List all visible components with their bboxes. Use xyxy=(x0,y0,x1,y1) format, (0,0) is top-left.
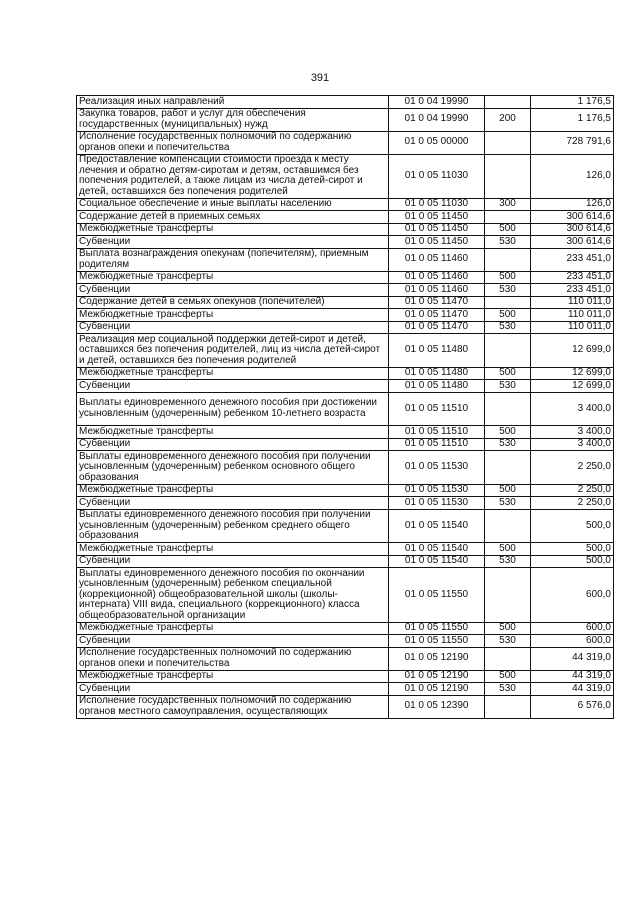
row-name: Выплаты единовременного денежного пособия при получении усыновленным (удочеренным) ребенком основного общего образования xyxy=(77,451,389,485)
row-code: 01 0 05 12190 xyxy=(389,683,485,696)
row-amount: 12 699,0 xyxy=(531,367,614,380)
row-code: 01 0 05 11540 xyxy=(389,555,485,568)
row-type xyxy=(485,647,531,670)
row-name: Реализация иных направлений xyxy=(77,96,389,109)
table-row xyxy=(77,509,614,543)
row-amount: 500,0 xyxy=(531,509,614,543)
row-name: Межбюджетные трансферты xyxy=(77,367,389,380)
row-name: Исполнение государственных полномочий по содержанию органов местного самоуправления, осуществляющих xyxy=(77,695,389,718)
row-type: 530 xyxy=(485,438,531,451)
budget-table xyxy=(76,95,614,719)
table-row xyxy=(77,497,614,510)
table-row xyxy=(77,683,614,696)
row-type xyxy=(485,154,531,198)
table-row xyxy=(77,131,614,154)
row-amount: 600,0 xyxy=(531,568,614,623)
table-row xyxy=(77,555,614,568)
row-type: 300 xyxy=(485,198,531,211)
row-code: 01 0 05 11540 xyxy=(389,509,485,543)
row-type xyxy=(485,96,531,109)
row-code: 01 0 05 11510 xyxy=(389,426,485,439)
row-code: 01 0 05 11480 xyxy=(389,380,485,393)
table-row xyxy=(77,647,614,670)
row-code: 01 0 05 00000 xyxy=(389,131,485,154)
row-type xyxy=(485,695,531,718)
row-amount: 1 176,5 xyxy=(531,108,614,131)
table-row xyxy=(77,568,614,623)
row-name: Субвенции xyxy=(77,380,389,393)
row-code: 01 0 05 11510 xyxy=(389,392,485,426)
row-code: 01 0 05 11540 xyxy=(389,543,485,556)
row-code: 01 0 05 11550 xyxy=(389,622,485,635)
row-type xyxy=(485,568,531,623)
row-type: 530 xyxy=(485,321,531,334)
row-code: 01 0 04 19990 xyxy=(389,96,485,109)
row-amount: 728 791,6 xyxy=(531,131,614,154)
row-amount: 233 451,0 xyxy=(531,284,614,297)
row-amount: 500,0 xyxy=(531,555,614,568)
row-amount: 6 576,0 xyxy=(531,695,614,718)
row-name: Субвенции xyxy=(77,497,389,510)
row-name: Межбюджетные трансферты xyxy=(77,309,389,322)
row-name: Выплаты единовременного денежного пособия при получении усыновленным (удочеренным) ребенком среднего общего образования xyxy=(77,509,389,543)
row-code: 01 0 05 12190 xyxy=(389,647,485,670)
table-row xyxy=(77,236,614,249)
row-type xyxy=(485,211,531,224)
row-name: Исполнение государственных полномочий по содержанию органов опеки и попечительства xyxy=(77,131,389,154)
row-name: Выплата вознаграждения опекунам (попечителям), приемным родителям xyxy=(77,248,389,271)
row-amount: 2 250,0 xyxy=(531,484,614,497)
row-type xyxy=(485,451,531,485)
row-name: Субвенции xyxy=(77,438,389,451)
row-type: 500 xyxy=(485,622,531,635)
row-amount: 2 250,0 xyxy=(531,451,614,485)
row-code: 01 0 05 11460 xyxy=(389,248,485,271)
row-amount: 12 699,0 xyxy=(531,380,614,393)
table-row xyxy=(77,211,614,224)
table-row xyxy=(77,451,614,485)
row-code: 01 0 05 11480 xyxy=(389,334,485,368)
row-amount: 110 011,0 xyxy=(531,309,614,322)
row-amount: 126,0 xyxy=(531,154,614,198)
row-name: Межбюджетные трансферты xyxy=(77,484,389,497)
row-code: 01 0 05 11470 xyxy=(389,309,485,322)
table-row xyxy=(77,248,614,271)
row-name: Субвенции xyxy=(77,635,389,648)
page-number: 391 xyxy=(310,72,330,84)
row-name: Субвенции xyxy=(77,236,389,249)
row-amount: 110 011,0 xyxy=(531,321,614,334)
table-row xyxy=(77,198,614,211)
row-type: 530 xyxy=(485,284,531,297)
table-row xyxy=(77,695,614,718)
table-row xyxy=(77,271,614,284)
row-code: 01 0 05 11450 xyxy=(389,211,485,224)
table-row xyxy=(77,543,614,556)
row-type: 500 xyxy=(485,670,531,683)
row-amount: 600,0 xyxy=(531,622,614,635)
row-code: 01 0 05 11550 xyxy=(389,635,485,648)
row-type xyxy=(485,509,531,543)
row-name: Исполнение государственных полномочий по содержанию органов опеки и попечительства xyxy=(77,647,389,670)
row-type xyxy=(485,296,531,309)
row-code: 01 0 05 11510 xyxy=(389,438,485,451)
row-amount: 12 699,0 xyxy=(531,334,614,368)
row-type xyxy=(485,392,531,426)
row-type: 500 xyxy=(485,271,531,284)
row-name: Межбюджетные трансферты xyxy=(77,271,389,284)
row-code: 01 0 05 11450 xyxy=(389,223,485,236)
row-type: 530 xyxy=(485,236,531,249)
row-amount: 300 614,6 xyxy=(531,236,614,249)
row-amount: 300 614,6 xyxy=(531,211,614,224)
row-name: Субвенции xyxy=(77,555,389,568)
row-type xyxy=(485,131,531,154)
row-amount: 3 400,0 xyxy=(531,438,614,451)
table-row xyxy=(77,484,614,497)
row-amount: 3 400,0 xyxy=(531,426,614,439)
row-code: 01 0 05 11530 xyxy=(389,451,485,485)
row-code: 01 0 05 11460 xyxy=(389,284,485,297)
table-row xyxy=(77,309,614,322)
row-type: 500 xyxy=(485,543,531,556)
row-name: Субвенции xyxy=(77,284,389,297)
row-type xyxy=(485,334,531,368)
table-row xyxy=(77,622,614,635)
row-name: Выплаты единовременного денежного пособия при достижении усыновленным (удочеренным) ребенком 10-летнего возраста xyxy=(77,392,389,426)
row-amount: 3 400,0 xyxy=(531,392,614,426)
row-code: 01 0 05 11470 xyxy=(389,321,485,334)
row-amount: 44 319,0 xyxy=(531,670,614,683)
table-row xyxy=(77,380,614,393)
row-amount: 233 451,0 xyxy=(531,248,614,271)
row-code: 01 0 05 11530 xyxy=(389,497,485,510)
row-code: 01 0 05 11450 xyxy=(389,236,485,249)
row-amount: 500,0 xyxy=(531,543,614,556)
row-code: 01 0 05 11480 xyxy=(389,367,485,380)
row-name: Социальное обеспечение и иные выплаты населению xyxy=(77,198,389,211)
table-row xyxy=(77,367,614,380)
row-name: Закупка товаров, работ и услуг для обеспечения государственных (муниципальных) нужд xyxy=(77,108,389,131)
row-name: Субвенции xyxy=(77,321,389,334)
table-row xyxy=(77,426,614,439)
row-type: 530 xyxy=(485,635,531,648)
table-row xyxy=(77,154,614,198)
row-code: 01 0 05 11550 xyxy=(389,568,485,623)
row-code: 01 0 05 11030 xyxy=(389,154,485,198)
row-code: 01 0 05 11530 xyxy=(389,484,485,497)
table-row xyxy=(77,438,614,451)
row-name: Межбюджетные трансферты xyxy=(77,622,389,635)
row-type: 500 xyxy=(485,223,531,236)
table-row xyxy=(77,334,614,368)
table-row xyxy=(77,108,614,131)
row-type: 200 xyxy=(485,108,531,131)
row-name: Межбюджетные трансферты xyxy=(77,670,389,683)
row-name: Содержание детей в семьях опекунов (попечителей) xyxy=(77,296,389,309)
row-code: 01 0 05 11470 xyxy=(389,296,485,309)
row-amount: 44 319,0 xyxy=(531,683,614,696)
row-name: Межбюджетные трансферты xyxy=(77,223,389,236)
row-type: 530 xyxy=(485,555,531,568)
row-type: 500 xyxy=(485,309,531,322)
row-name: Содержание детей в приемных семьях xyxy=(77,211,389,224)
row-amount: 300 614,6 xyxy=(531,223,614,236)
row-amount: 2 250,0 xyxy=(531,497,614,510)
table-row xyxy=(77,670,614,683)
row-type: 530 xyxy=(485,683,531,696)
row-amount: 600,0 xyxy=(531,635,614,648)
row-code: 01 0 05 11030 xyxy=(389,198,485,211)
row-name: Предоставление компенсации стоимости проезда к месту лечения и обратно детям-сиротам и детям, оставшимся без попечения родителей, а также лицам из числа детей-сирот и детей, оставшихся без попечения родителей xyxy=(77,154,389,198)
row-code: 01 0 05 12190 xyxy=(389,670,485,683)
row-type: 530 xyxy=(485,497,531,510)
table-row xyxy=(77,96,614,109)
row-name: Межбюджетные трансферты xyxy=(77,426,389,439)
table-row xyxy=(77,392,614,426)
row-name: Субвенции xyxy=(77,683,389,696)
row-type: 530 xyxy=(485,380,531,393)
row-type: 500 xyxy=(485,367,531,380)
row-code: 01 0 04 19990 xyxy=(389,108,485,131)
row-type xyxy=(485,248,531,271)
row-type: 500 xyxy=(485,484,531,497)
row-name: Выплаты единовременного денежного пособия по окончании усыновленным (удочеренным) ребенком специальной (коррекционной) общеобразовательной школы (школы-интерната) VIII вида, специального (коррекционного) класса общеобразовательной организации xyxy=(77,568,389,623)
row-amount: 110 011,0 xyxy=(531,296,614,309)
row-amount: 126,0 xyxy=(531,198,614,211)
table-row xyxy=(77,223,614,236)
row-type: 500 xyxy=(485,426,531,439)
table-row xyxy=(77,284,614,297)
row-code: 01 0 05 12390 xyxy=(389,695,485,718)
table-row xyxy=(77,296,614,309)
table-row xyxy=(77,321,614,334)
table-row xyxy=(77,635,614,648)
row-amount: 1 176,5 xyxy=(531,96,614,109)
row-name: Реализация мер социальной поддержки детей-сирот и детей, оставшихся без попечения родителей, лиц из числа детей-сирот и детей, оставшихся без попечения родителей xyxy=(77,334,389,368)
row-amount: 233 451,0 xyxy=(531,271,614,284)
row-name: Межбюджетные трансферты xyxy=(77,543,389,556)
row-amount: 44 319,0 xyxy=(531,647,614,670)
row-code: 01 0 05 11460 xyxy=(389,271,485,284)
